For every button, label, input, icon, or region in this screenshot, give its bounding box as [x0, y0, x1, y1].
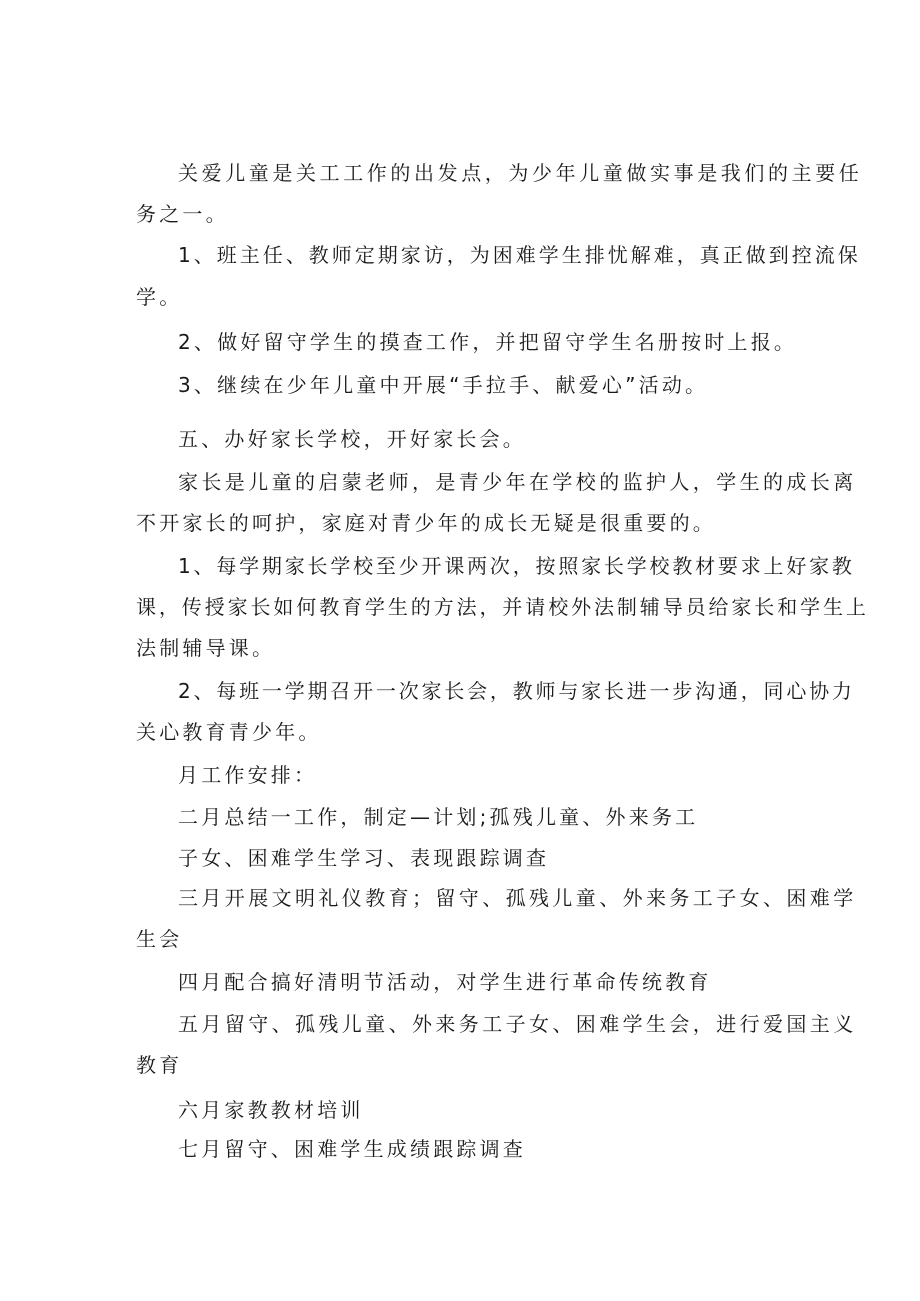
- section-heading: 五、办好家长学校，开好家长会。: [178, 427, 526, 451]
- list-item-line: 2、每班一学期召开一次家长会，教师与家长进一步沟通，同心协力: [178, 679, 855, 703]
- schedule-line: 生会: [136, 927, 183, 951]
- schedule-line: 教育: [136, 1053, 183, 1077]
- list-item-line: 法制辅导课。: [136, 636, 276, 660]
- schedule-line: 五月留守、孤残儿童、外来务工子女、困难学生会，进行爱国主义: [178, 1012, 857, 1036]
- paragraph-line: 关爱儿童是关工工作的出发点，为少年儿童做实事是我们的主要任: [178, 161, 863, 185]
- list-item-line: 课，传授家长如何教育学生的方法，并请校外法制辅导员给家长和学生上: [136, 595, 869, 619]
- schedule-line: 二月总结一工作，制定—计划;孤残儿童、外来务工: [178, 805, 699, 829]
- schedule-line: 四月配合搞好清明节活动，对学生进行革命传统教育: [178, 970, 712, 994]
- list-item-line: 1、班主任、教师定期家访，为困难学生排忧解难，真正做到控流保: [178, 243, 861, 267]
- schedule-line: 子女、困难学生学习、表现跟踪调查: [178, 846, 550, 870]
- list-item-line: 1、每学期家长学校至少开课两次，按照家长学校教材要求上好家教: [178, 554, 855, 578]
- paragraph-line: 不开家长的呵护，家庭对青少年的成长无疑是很重要的。: [136, 511, 716, 535]
- paragraph-line: 务之一。: [136, 202, 229, 226]
- list-item-line: 3、继续在少年儿童中开展“手拉手、献爱心”活动。: [178, 373, 709, 397]
- schedule-line: 六月家教教材培训: [178, 1098, 364, 1122]
- schedule-heading: 月工作安排：: [178, 763, 318, 787]
- paragraph-line: 家长是儿童的启蒙老师，是青少年在学校的监护人，学生的成长离: [178, 470, 857, 494]
- schedule-line: 三月开展文明礼仪教育；留守、孤残儿童、外来务工子女、困难学: [178, 886, 857, 910]
- list-item-line: 关心教育青少年。: [136, 720, 322, 744]
- list-item-line: 2、做好留守学生的摸查工作，并把留守学生名册按时上报。: [178, 330, 798, 354]
- schedule-line: 七月留守、困难学生成绩跟踪调查: [178, 1137, 526, 1161]
- list-item-line: 学。: [136, 285, 183, 309]
